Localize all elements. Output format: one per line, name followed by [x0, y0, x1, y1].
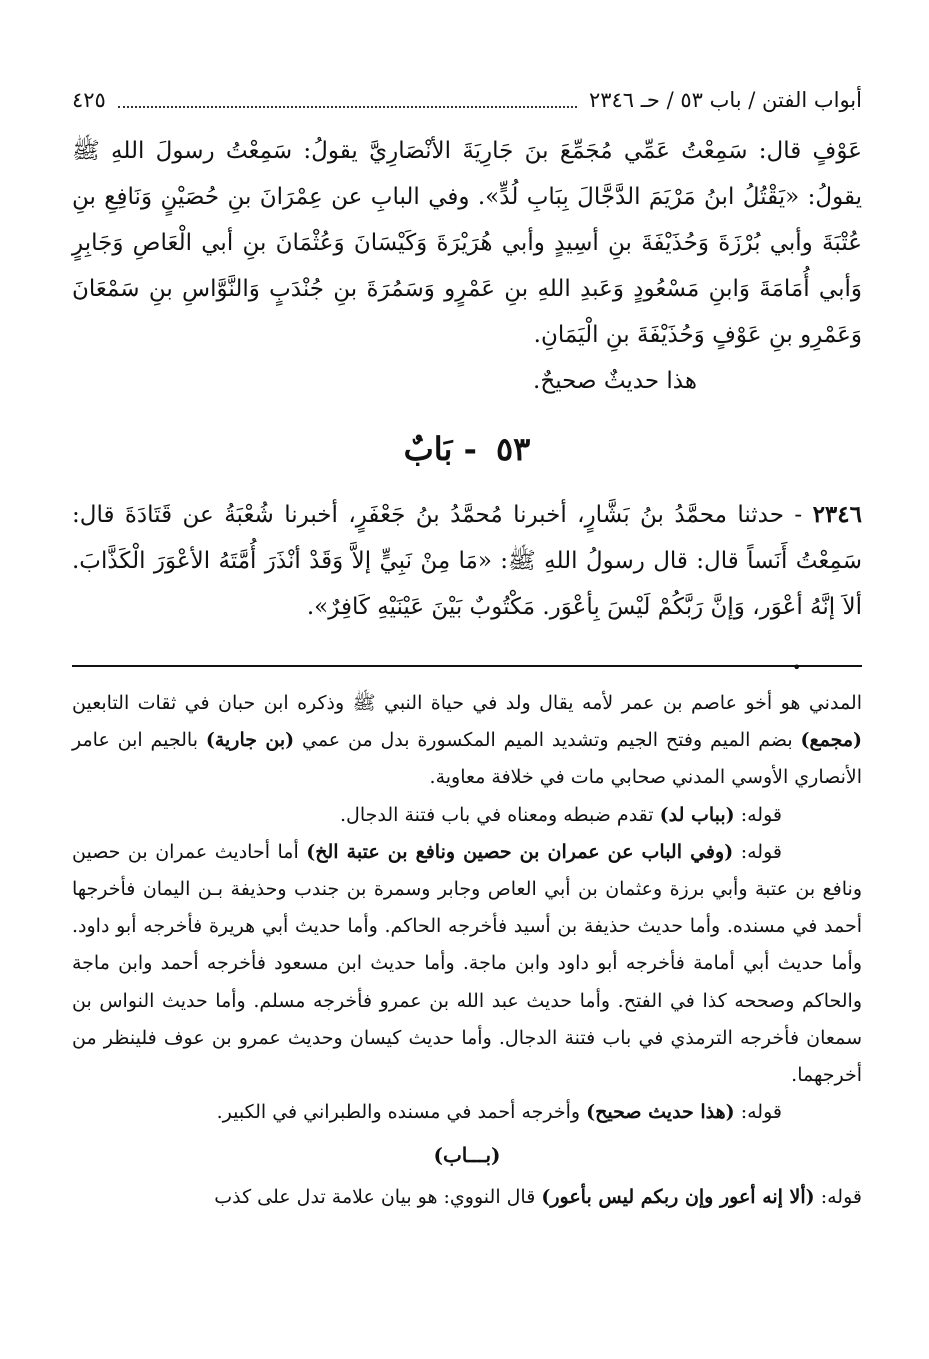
qawluh-label: قوله:: [733, 840, 782, 863]
running-header: [72, 82, 862, 118]
qawluh-label: قوله:: [734, 803, 782, 826]
chapter-number: ٥٣: [495, 430, 531, 468]
commentary-term: (ألا إنه أعور وإن ربكم ليس بأعور): [541, 1185, 815, 1208]
qawluh-label: قوله:: [734, 1101, 782, 1124]
commentary-paragraph-1: [72, 685, 862, 797]
main-text: [72, 128, 862, 630]
document-page: [72, 0, 862, 1359]
commentary-term: (وفي الباب عن عمران بن حصين ونافع بن عتبة الخ): [306, 840, 734, 863]
commentary-paragraph-3: [72, 834, 862, 1094]
commentary-term: (هذا حديث صحيح): [586, 1101, 735, 1124]
qawluh-label: قوله:: [814, 1185, 862, 1208]
commentary-term: (بباب لد): [659, 803, 735, 826]
hadith-grading: هذا حديثٌ صحيحٌ.: [533, 368, 697, 394]
commentary-text: بالجيم ابن عامر الأنصاري الأوسي المدني صحابي مات في خلافة معاوية.: [72, 729, 862, 789]
commentary-paragraph-5: [72, 1179, 862, 1216]
dotted-leader: [118, 92, 577, 108]
hadith-paragraph: [72, 492, 862, 630]
commentary-text: بضم الميم وفتح الجيم وتشديد الميم المكسورة بدل من عمي: [294, 729, 801, 752]
hadith-text-paragraph: عَوْفٍ قال: سَمِعْتُ عَمِّي مُجَمِّعَ بنَ جَارِيَةَ الأنْصَارِيَّ يقولُ: سَمِعْتُ رسولَ اللهِ ﷺ يقولُ: «يَقْتُلُ ابنُ مَرْيَمَ الدَّجَّالَ بِبَابِ لُدٍّ». وفي البابِ عن عِمْرَانَ بنِ حُصَيْنٍ وَنَافِعِ بنِ عُتْبَةَ وأبي بُرْزَةَ وَحُذَيْفَةَ بنِ أسِيدٍ وأبي هُرَيْرَةَ وَكَيْسَانَ وَعُثْمَانَ بنِ أبي الْعَاصِ وَجَابِرٍ وَأبي أُمَامَةَ وَابنِ مَسْعُودٍ وَعَبدِ اللهِ بنِ عَمْرٍو وَسَمُرَةَ بنِ جُنْدَبٍ وَالنَّوَّاسِ بنِ سَمْعَانَ وَعَمْرِو بنِ عَوْفٍ وَحُذَيْفَةَ بنِ الْيَمَانِ.: [72, 138, 862, 348]
commentary: [72, 685, 862, 1216]
commentary-paragraph-2: [72, 797, 862, 834]
chapter-heading: [72, 426, 862, 472]
commentary-paragraph-4: [72, 1094, 862, 1131]
divider-dot: •: [792, 658, 802, 677]
hadith-number: ٢٣٤٦: [812, 501, 862, 528]
commentary-text: المدني هو أخو عاصم بن عمر لأمه يقال ولد في حياة النبي ﷺ وذكره ابن حبان في ثقات التابعين: [72, 692, 862, 714]
hadith-body: - حدثنا محمَّدُ بنُ بَشَّارٍ، أخبرنا مُحمَّدُ بنُ جَعْفَرٍ، أخبرنا شُعْبَةُ عن قَتَادَةَ قال: سَمِعْتُ أَنَساً قال: قال رسولُ اللهِ ﷺ: «مَا مِنْ نَبِيٍّ إلاَّ وَقَدْ أنْذَرَ أُمَّتَهُ الأعْوَرَ الْكَذَّابَ. ألاَ إنَّهُ أعْوَر، وَإنَّ رَبَّكُمْ لَيْسَ بِأعْوَر. مَكْتُوبٌ بَيْنَ عَيْنَيْهِ كَافِرٌ».: [72, 502, 862, 620]
commentary-text: قال النووي: هو بيان علامة تدل على كذب: [214, 1185, 542, 1208]
chapter-title: - بَابٌ: [403, 430, 477, 468]
page-number: ٤٢٥: [72, 88, 106, 112]
commentary-text: وأخرجه أحمد في مسنده والطبراني في الكبير.: [216, 1101, 587, 1124]
commentary-term: (مجمع): [800, 729, 863, 752]
commentary-text: أما أحاديث عمران بن حصين ونافع بن عتبة وأبي برزة وعثمان بن أبي العاص وجابر وسمرة بن جندب وحذيفة بـن اليمان فأخرجها أحمد في مسنده. وأما حديث حذيفة بن أسيد فأخرجه الحاكم. وأما حديث أبي هريرة فأخرجه أبو داود. وأما حديث أبي أمامة فأخرجه أبو داود وابن ماجة. وأما حديث ابن مسعود فأخرجه أحمد وابن ماجة والحاكم وصححه كذا في الفتح. وأما حديث عبد الله بن عمرو فأخرجه مسلم. وأما حديث النواس بن سمعان فأخرجه الترمذي في باب فتنة الدجال. وأما حديث كيسان وحديث عمرو بن عوف فلينظر من أخرجهما.: [72, 840, 862, 1087]
footnote-divider: [72, 665, 862, 667]
commentary-term: (بن جارية): [205, 729, 295, 752]
commentary-bab-heading: (بـــاب): [433, 1143, 501, 1168]
running-title: أبواب الفتن / باب ٥٣ / حـ ٢٣٤٦: [588, 88, 862, 112]
commentary-text: تقدم ضبطه ومعناه في باب فتنة الدجال.: [340, 803, 660, 826]
